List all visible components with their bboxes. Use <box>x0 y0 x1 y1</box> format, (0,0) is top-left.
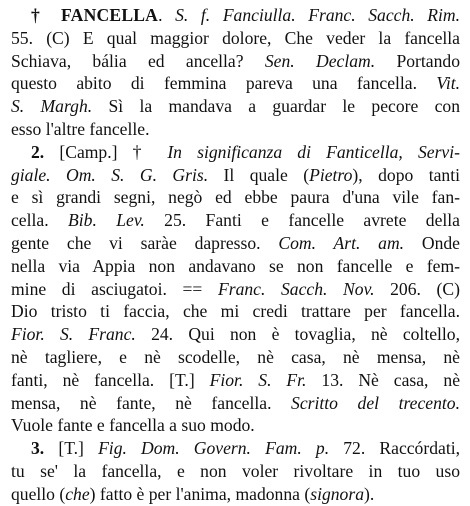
text-run: mensa, nè fante, nè fancella. <box>11 392 292 413</box>
italic-text: S. f. Fanciulla. Franc. Sacch. Rim. <box>175 5 460 25</box>
italic-text: S. Margh. <box>11 96 93 117</box>
text-run: 13. Nè casa, nè <box>306 369 460 390</box>
entry-line <box>11 95 460 118</box>
entry-line <box>11 27 460 50</box>
text-run: mine di asciugatoi. == <box>11 278 218 299</box>
italic-text: Fior. S. Fr. <box>209 369 307 390</box>
italic-text: Com. Art. am. <box>278 232 405 253</box>
entry-line <box>11 209 460 232</box>
text-run: tu se' la fancella, e non voler rivoltare in tuo uso <box>11 460 460 481</box>
entry-line <box>11 323 460 346</box>
text-run: cella. <box>11 210 69 231</box>
text-run: Sì la mandava a guardar le pecore con <box>92 96 460 117</box>
text-run: [T.] <box>58 438 99 459</box>
entry-line <box>11 437 460 460</box>
entry-line <box>11 483 460 506</box>
text-run: 25. Fanti e fancelle avrete della <box>144 210 460 231</box>
entry-line <box>11 300 460 323</box>
text-run: 55. (C) E qual maggior dolore, Che veder la fancella <box>11 27 460 48</box>
entry-line <box>11 414 460 437</box>
text-run: fanti, nè fancella. [T.] <box>11 369 210 390</box>
entry-line <box>11 50 460 73</box>
text-run: Dio tristo ti faccia, che mi credi trattare per fancella. <box>11 301 460 322</box>
entry-line <box>11 460 460 483</box>
text-run: ) fatto è per l'anima, madonna ( <box>89 483 311 504</box>
italic-text: Bib. Lev. <box>68 210 145 231</box>
entry-line <box>11 164 460 187</box>
text-run: 72. Raccórdati, <box>329 438 460 459</box>
italic-text: In significanza di Fanticella, Servi- <box>167 141 460 162</box>
italic-text: Scritto del trecento. <box>291 392 460 413</box>
entry-line <box>11 255 460 278</box>
text-run: Onde <box>404 232 460 253</box>
text-run: e sì grandi segni, negò ed ebbe paura d'una vile fan- <box>11 187 460 208</box>
entry-line <box>11 278 460 301</box>
text-run: Il quale ( <box>208 164 310 185</box>
italic-text: Vit. <box>436 73 460 94</box>
text-run: esso l'altre fancelle. <box>11 118 150 139</box>
text-run: 2. <box>31 141 60 162</box>
text-run: [Camp.] † <box>59 141 168 162</box>
headword: † FANCELLA <box>31 5 159 25</box>
text-run: 206. (C) <box>374 278 460 299</box>
entry-line <box>11 346 460 369</box>
text-run: Portando <box>375 50 460 71</box>
text-run: gente che vi saràe dapresso. <box>11 232 279 253</box>
text-run: 24. Qui non è tovaglia, nè coltello, <box>135 324 460 345</box>
entry-line <box>11 186 460 209</box>
entry-line <box>11 4 460 27</box>
italic-text: Franc. Sacch. Nov. <box>217 278 375 299</box>
text-run: Vuole fante e fancella a suo modo. <box>11 415 255 436</box>
entry-line <box>11 392 460 415</box>
text-run: nella via Appia non andavano se non fancelle e fem- <box>11 255 460 276</box>
entry-line <box>11 232 460 255</box>
entry-line <box>11 141 460 164</box>
italic-text: che <box>65 483 90 504</box>
italic-text: Pietro <box>309 164 353 185</box>
entry-line <box>11 369 460 392</box>
text-run: questo abito di femmina pareva una fancella. <box>11 73 437 94</box>
text-run: quello ( <box>11 483 66 504</box>
text-run: . <box>158 5 176 25</box>
text-run: 3. <box>31 438 59 459</box>
text-run: nè tagliere, e nè scodelle, nè casa, nè mensa, nè <box>11 346 460 367</box>
entry-line <box>11 72 460 95</box>
italic-text: Fig. Dom. Govern. Fam. p. <box>98 438 330 459</box>
italic-text: signora <box>310 483 364 504</box>
italic-text: Sen. Declam. <box>264 50 376 71</box>
italic-text: Fior. S. Franc. <box>11 324 136 345</box>
text-run: ). <box>364 483 375 504</box>
text-run: Schiava, bália ed ancella? <box>11 50 265 71</box>
text-run: ), dopo tanti <box>352 164 460 185</box>
entry-line <box>11 118 460 141</box>
italic-text: giale. Om. S. G. Gris. <box>11 164 209 185</box>
